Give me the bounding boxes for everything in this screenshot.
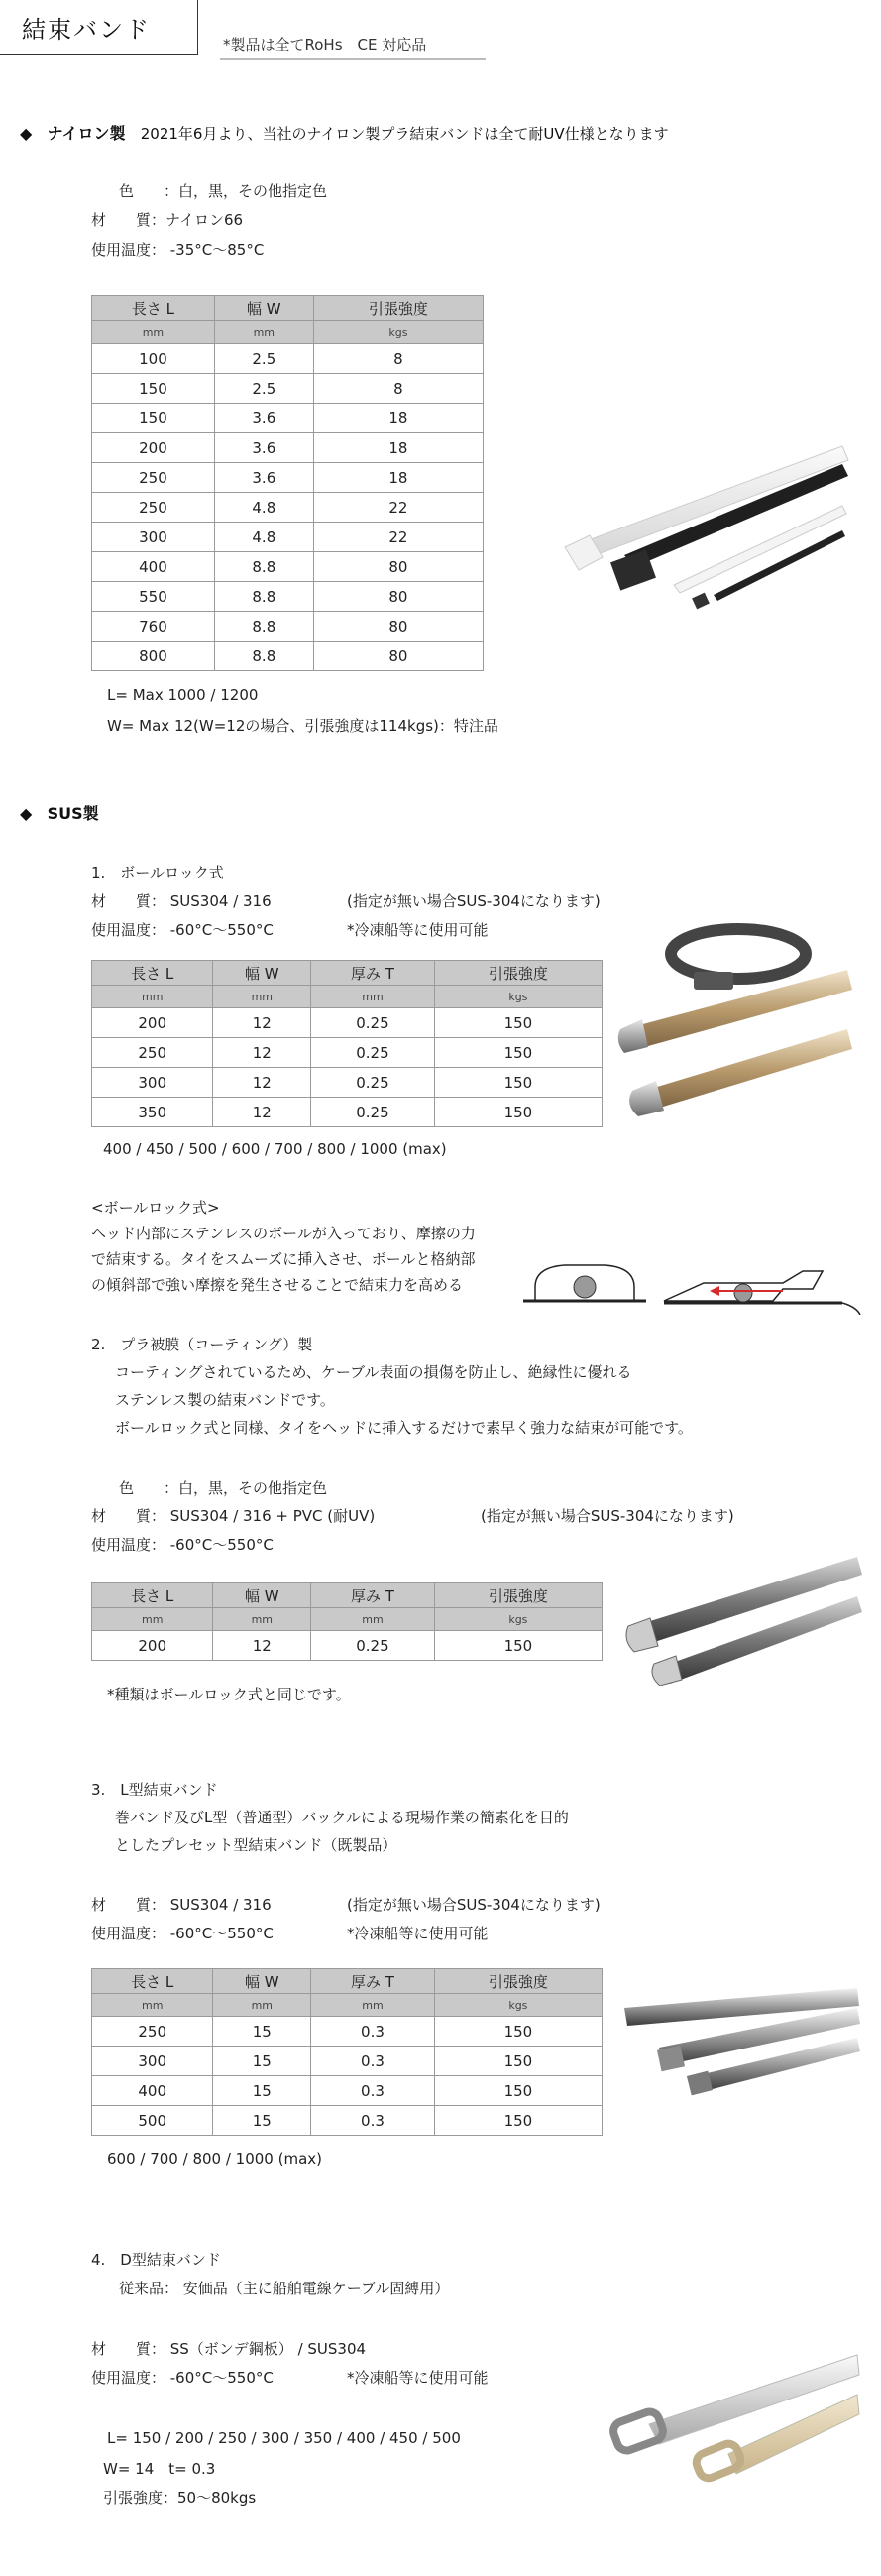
table-cell: 0.25 [311,1008,435,1038]
table-header-cell: 長さ L [92,1583,213,1608]
ball-lock-desc-2: で結束する。タイをスムーズに挿入させ、ボールと格納部 [91,1250,476,1268]
coated-color: 色 ：白，黒，その他指定色 [119,1479,328,1497]
table-cell: 2.5 [214,374,313,404]
ltype-material-note: (指定が無い場合SUS-304になります) [347,1896,601,1914]
ltype-desc-2: としたプレセット型結束バンド（既製品） [115,1836,397,1854]
table-header-cell: 幅 W [214,296,313,321]
table-header-cell: 厚み T [311,1969,435,1994]
nylon-width-note: W= Max 12(W=12の場合、引張強度は114kgs)：特注品 [107,717,498,735]
table-cell: 550 [92,582,215,612]
table-row [92,1008,603,1038]
table-row [92,2076,603,2106]
table-cell: 150 [434,1008,602,1038]
table-row [92,1098,603,1127]
ball-lock-desc-title: <ボールロック式> [91,1199,220,1217]
table-cell: 22 [313,493,483,523]
table-unit-cell: kgs [434,1608,602,1631]
ball-lock-heading: 1. ボールロック式 [91,864,224,881]
table-unit-cell: mm [92,1608,213,1631]
nylon-length-note: L= Max 1000 / 1200 [107,686,259,704]
dtype-material: 材 質： SS（ボンデ鋼板） / SUS304 [91,2340,367,2358]
table-header-cell: 厚み T [311,1583,435,1608]
table-cell: 760 [92,612,215,642]
table-unit-cell: mm [92,321,215,344]
table-row [92,1068,603,1098]
table-cell: 18 [313,463,483,493]
nylon-temp: 使用温度： -35°C～85°C [91,241,265,259]
table-cell: 0.3 [311,2017,435,2047]
table-header-cell: 長さ L [92,296,215,321]
table-unit-cell: mm [214,321,313,344]
table-cell: 150 [434,2047,602,2076]
table-cell: 0.3 [311,2076,435,2106]
table-cell: 150 [434,1068,602,1098]
sus-title: SUS製 [47,804,99,823]
table-cell: 8.8 [214,582,313,612]
table-cell: 8 [313,374,483,404]
diamond-bullet-icon: ◆ [20,124,33,143]
table-cell: 500 [92,2106,213,2136]
ltype-temp: 使用温度： -60°C～550°C [91,1925,274,1942]
table-unit-cell: kgs [434,986,602,1008]
nylon-cable-tie-photo [545,436,862,625]
table-cell: 0.25 [311,1631,435,1661]
coated-desc-3: ボールロック式と同様、タイをヘッドに挿入するだけで素早く強力な結束が可能です。 [115,1419,693,1437]
table-cell: 350 [92,1098,213,1127]
table-cell: 200 [92,1631,213,1661]
table-cell: 80 [313,582,483,612]
table-unit-cell: mm [92,986,213,1008]
table-cell: 250 [92,493,215,523]
dtype-temp: 使用温度： -60°C～550°C [91,2369,274,2387]
table-cell: 150 [434,1038,602,1068]
table-cell: 300 [92,2047,213,2076]
table-cell: 0.3 [311,2106,435,2136]
table-cell: 2.5 [214,344,313,374]
ltype-material: 材 質： SUS304 / 316 [91,1896,272,1914]
table-cell: 0.3 [311,2047,435,2076]
table-cell: 0.25 [311,1068,435,1098]
table-unit-cell: mm [311,986,435,1008]
dtype-width-spec: W= 14 t= 0.3 [103,2460,216,2478]
table-row [92,404,484,433]
table-cell: 12 [213,1631,311,1661]
table-unit-cell: mm [213,1608,311,1631]
ltype-desc-1: 巻バンド及びL型（普通型）バックルによる現場作業の簡素化を目的 [115,1809,569,1826]
table-cell: 150 [92,404,215,433]
ball-lock-material: 材 質： SUS304 / 316 [91,892,272,910]
table-cell: 0.25 [311,1038,435,1068]
table-cell: 200 [92,1008,213,1038]
table-cell: 3.6 [214,433,313,463]
table-cell: 15 [213,2047,311,2076]
nylon-color: 色 ：白，黒，その他指定色 [119,182,328,200]
table-cell: 300 [92,1068,213,1098]
table-row [92,1038,603,1068]
nylon-notice: 2021年6月より、当社のナイロン製プラ結束バンドは全て耐UV仕様となります [140,125,669,143]
ball-lock-desc-3: の傾斜部で強い摩擦を発生させることで結束力を高める [91,1276,464,1294]
table-cell: 200 [92,433,215,463]
table-cell: 12 [213,1038,311,1068]
ball-lock-spec-table [91,960,603,1127]
table-row [92,344,484,374]
table-row [92,642,484,671]
table-row [92,374,484,404]
nylon-spec-table [91,295,484,671]
table-cell: 80 [313,612,483,642]
table-cell: 150 [434,2076,602,2106]
table-header-cell: 引張強度 [434,1583,602,1608]
table-cell: 400 [92,552,215,582]
nylon-section-heading [20,121,669,144]
table-unit-cell: kgs [313,321,483,344]
page-title: 結束バンド [22,16,151,44]
table-cell: 300 [92,523,215,552]
table-row [92,2017,603,2047]
table-row [92,433,484,463]
coated-note: *種類はボールロック式と同じです。 [107,1686,351,1703]
table-cell: 80 [313,642,483,671]
table-cell: 100 [92,344,215,374]
table-cell: 18 [313,433,483,463]
coated-heading: 2. プラ被膜（コーティング）製 [91,1336,313,1353]
table-cell: 15 [213,2106,311,2136]
table-row [92,612,484,642]
dtype-strength-spec: 引張強度：50～80kgs [103,2489,257,2507]
table-cell: 800 [92,642,215,671]
table-cell: 8.8 [214,552,313,582]
table-cell: 3.6 [214,404,313,433]
ltype-tie-photo [619,1968,862,2097]
table-header-cell: 幅 W [213,1969,311,1994]
table-cell: 8 [313,344,483,374]
table-cell: 8.8 [214,612,313,642]
table-cell: 4.8 [214,523,313,552]
table-cell: 22 [313,523,483,552]
ball-lock-desc-1: ヘッド内部にステンレスのボールが入っており、摩擦の力 [91,1225,476,1242]
table-unit-cell: mm [311,1994,435,2017]
table-cell: 18 [313,404,483,433]
coated-spec-table [91,1582,603,1661]
nylon-material: 材 質：ナイロン66 [91,211,244,229]
dtype-temp-note: *冷凍船等に使用可能 [347,2369,489,2387]
diamond-bullet-icon: ◆ [20,804,33,823]
table-row [92,552,484,582]
table-row [92,493,484,523]
dtype-desc-1: 従来品： 安価品（主に船舶電線ケーブル固縛用） [119,2280,450,2297]
ltype-spec-table [91,1968,603,2136]
table-cell: 80 [313,552,483,582]
table-cell: 12 [213,1068,311,1098]
table-cell: 4.8 [214,493,313,523]
table-cell: 3.6 [214,463,313,493]
table-cell: 400 [92,2076,213,2106]
table-cell: 150 [434,1098,602,1127]
table-header-cell: 引張強度 [434,961,602,986]
table-cell: 150 [434,2106,602,2136]
table-header-cell: 幅 W [213,961,311,986]
table-unit-cell: mm [213,1994,311,2017]
rohs-underline [220,58,486,60]
table-header-cell: 厚み T [311,961,435,986]
table-row [92,463,484,493]
table-cell: 8.8 [214,642,313,671]
table-unit-cell: mm [92,1994,213,2017]
table-header-cell: 引張強度 [313,296,483,321]
table-cell: 250 [92,463,215,493]
table-cell: 15 [213,2076,311,2106]
nylon-title: ナイロン製 [47,124,126,143]
coated-material-note: (指定が無い場合SUS-304になります) [481,1507,734,1525]
ball-lock-tie-photo [614,912,862,1120]
sus-section-heading [20,801,99,824]
ball-lock-material-note: (指定が無い場合SUS-304になります) [347,892,601,910]
ltype-temp-note: *冷凍船等に使用可能 [347,1925,489,1942]
table-cell: 150 [434,1631,602,1661]
ball-lock-lengths: 400 / 450 / 500 / 600 / 700 / 800 / 1000 (max) [103,1140,447,1158]
rohs-note: *製品は全てRoHs CE 対応品 [223,36,427,54]
table-cell: 15 [213,2017,311,2047]
table-cell: 12 [213,1008,311,1038]
table-header-cell: 幅 W [213,1583,311,1608]
ball-lock-mechanism-diagram [515,1259,867,1315]
table-header-cell: 長さ L [92,1969,213,1994]
table-cell: 12 [213,1098,311,1127]
table-row [92,582,484,612]
table-cell: 250 [92,1038,213,1068]
table-cell: 150 [92,374,215,404]
table-header-cell: 長さ L [92,961,213,986]
dtype-length-spec: L= 150 / 200 / 250 / 300 / 350 / 400 / 450 / 500 [107,2429,461,2447]
ltype-lengths: 600 / 700 / 800 / 1000 (max) [107,2150,322,2167]
coated-tie-photo [624,1547,862,1686]
table-row [92,2047,603,2076]
table-unit-cell: kgs [434,1994,602,2017]
coated-desc-2: ステンレス製の結束バンドです。 [115,1391,335,1409]
dtype-heading: 4. D型結束バンド [91,2251,221,2269]
coated-temp: 使用温度： -60°C～550°C [91,1536,274,1554]
coated-desc-1: コーティングされているため、ケーブル表面の損傷を防止し、絶縁性に優れる [115,1363,632,1381]
table-row [92,2106,603,2136]
table-cell: 250 [92,2017,213,2047]
table-header-cell: 引張強度 [434,1969,602,1994]
table-unit-cell: mm [311,1608,435,1631]
coated-material: 材 質： SUS304 / 316 + PVC (耐UV) [91,1507,376,1525]
table-row [92,1631,603,1661]
ball-lock-temp-note: *冷凍船等に使用可能 [347,921,489,939]
ball-lock-temp: 使用温度： -60°C～550°C [91,921,274,939]
table-cell: 0.25 [311,1098,435,1127]
dtype-tie-photo [609,2345,862,2484]
table-row [92,523,484,552]
table-cell: 150 [434,2017,602,2047]
ltype-heading: 3. L型結束バンド [91,1781,218,1799]
table-unit-cell: mm [213,986,311,1008]
